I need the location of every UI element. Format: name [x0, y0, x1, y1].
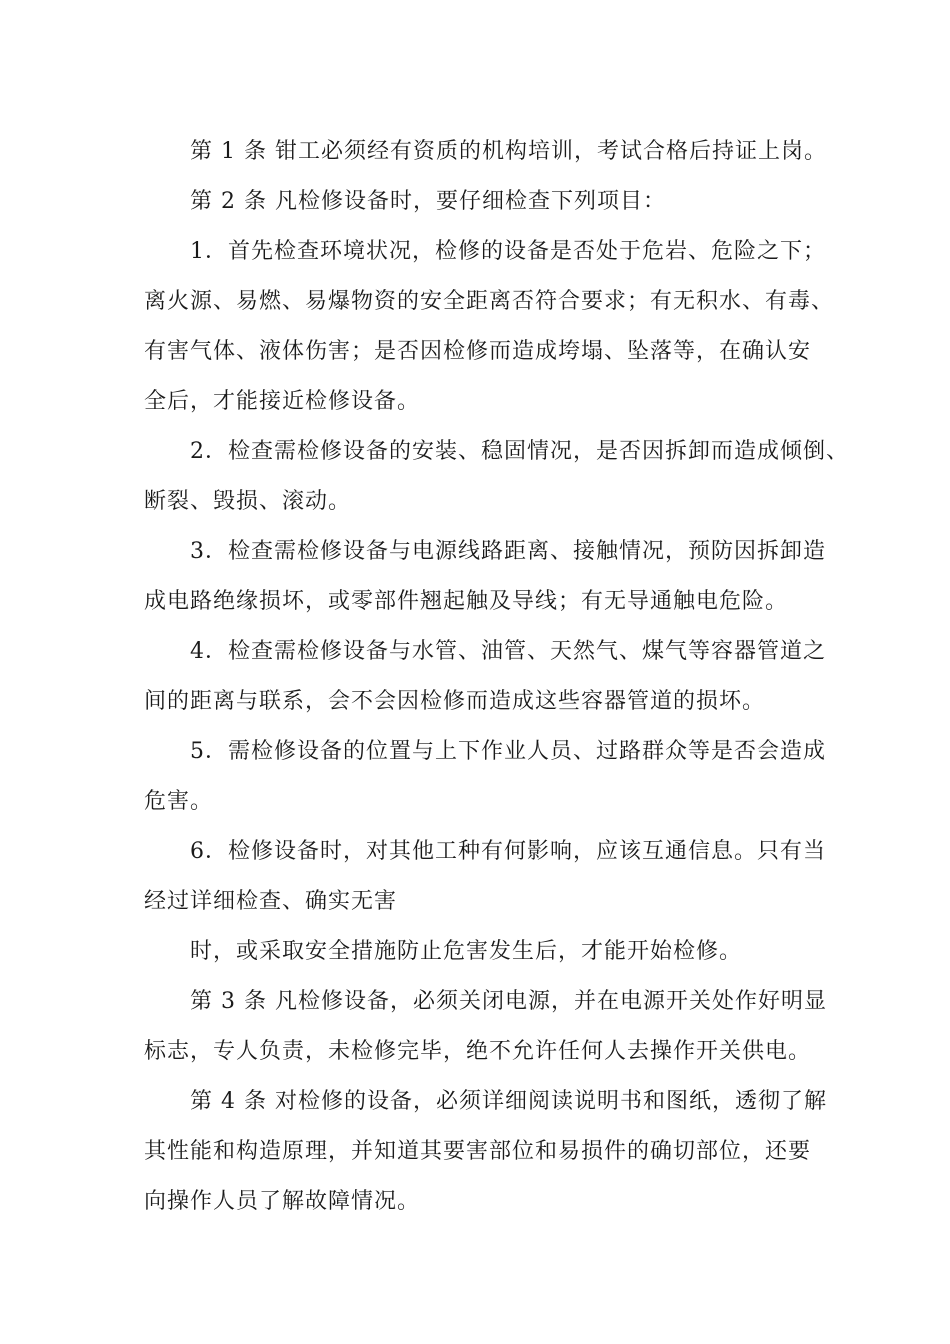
item-6-line-1: 6．检修设备时，对其他工种有何影响，应该互通信息。只有当 — [190, 839, 826, 864]
clause-4-line-3: 向操作人员了解故障情况。 — [144, 1189, 421, 1214]
item-2-line-1: 2．检查需检修设备的安装、稳固情况，是否因拆卸而造成倾倒、 — [190, 439, 849, 464]
item-3-line-2: 成电路绝缘损坏，或零部件翘起触及导线；有无导通触电危险。 — [144, 589, 789, 614]
item-5-line-1: 5．需检修设备的位置与上下作业人员、过路群众等是否会造成 — [190, 739, 826, 764]
clause-3-line-1: 第 3 条 凡检修设备，必须关闭电源，并在电源开关处作好明显 — [190, 989, 827, 1014]
clause-1-line: 第 1 条 钳工必须经有资质的机构培训，考试合格后持证上岗。 — [190, 139, 827, 164]
item-1-line-4: 全后，才能接近检修设备。 — [144, 389, 421, 414]
item-4-line-1: 4．检查需检修设备与水管、油管、天然气、煤气等容器管道之 — [190, 639, 826, 664]
item-1-line-3: 有害气体、液体伤害；是否因检修而造成垮塌、坠落等，在确认安 — [144, 339, 812, 364]
item-2-line-2: 断裂、毁损、滚动。 — [144, 489, 352, 514]
item-3-line-1: 3．检查需检修设备与电源线路距离、接触情况，预防因拆卸造 — [190, 539, 826, 564]
clause-3-line-2: 标志，专人负责，未检修完毕，绝不允许任何人去操作开关供电。 — [144, 1039, 812, 1064]
clause-4-line-2: 其性能和构造原理，并知道其要害部位和易损件的确切部位，还要 — [144, 1139, 812, 1164]
item-6-line-3: 时，或采取安全措施防止危害发生后，才能开始检修。 — [190, 939, 743, 964]
item-5-line-2: 危害。 — [144, 789, 214, 814]
item-6-line-2: 经过详细检查、确实无害 — [144, 889, 398, 914]
item-1-line-2: 离火源、易燃、易爆物资的安全距离否符合要求；有无积水、有毒、 — [144, 289, 835, 314]
clause-4-line-1: 第 4 条 对检修的设备，必须详细阅读说明书和图纸，透彻了解 — [190, 1089, 827, 1114]
item-4-line-2: 间的距离与联系，会不会因检修而造成这些容器管道的损坏。 — [144, 689, 766, 714]
item-1-line-1: 1．首先检查环境状况，检修的设备是否处于危岩、危险之下； — [190, 239, 826, 264]
clause-2-line: 第 2 条 凡检修设备时，要仔细检查下列项目： — [190, 189, 666, 214]
